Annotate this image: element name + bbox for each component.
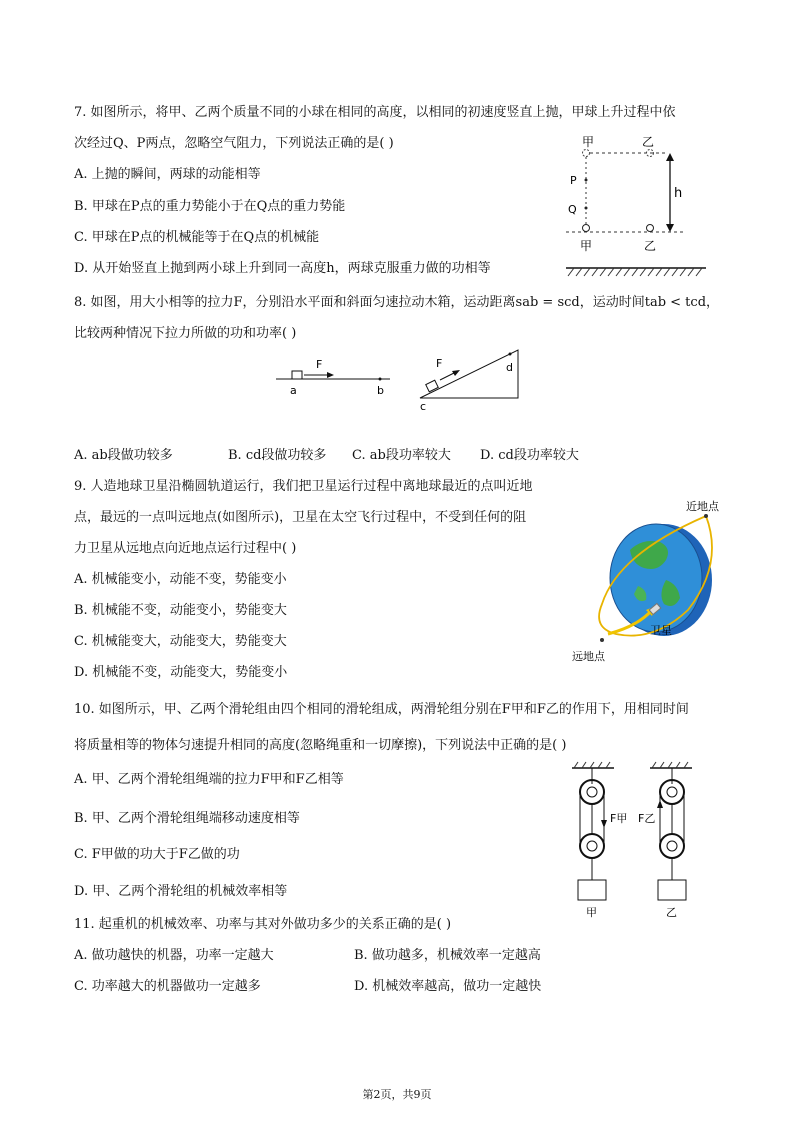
q8-option-b: B. cd段做功较多 (228, 448, 327, 463)
q9-label-satellite: 卫星 (650, 624, 672, 637)
q9-stem-line1: 9. 人造地球卫星沿椭圆轨道运行，我们把卫星运行过程中离地球最近的点叫近地 (74, 479, 533, 494)
q8-figure (270, 346, 530, 416)
q11-option-d: D. 机械效率越高，做功一定越快 (354, 979, 542, 994)
q7-option-a: A. 上抛的瞬间，两球的动能相等 (74, 167, 261, 182)
q7-ball-yi (647, 225, 654, 232)
q7-label-q: Q (568, 203, 577, 216)
q9-stem-line2: 点，最远的一点叫远地点(如图所示)，卫星在太空飞行过程中，不受到任何的阻 (74, 510, 527, 525)
q8-label-f1: F (316, 358, 323, 371)
q9-label-perigee: 近地点 (686, 500, 719, 513)
q10-figure (562, 760, 726, 922)
q11-option-c: C. 功率越大的机器做功一定越多 (74, 979, 261, 994)
q7-label-p: P (570, 174, 577, 187)
q8-label-f2: F (436, 357, 443, 370)
q11-option-a: A. 做功越快的机器，功率一定越大 (74, 948, 274, 963)
q8-box-a (292, 371, 302, 379)
q8-stem-line2: 比较两种情况下拉力所做的功和功率( ) (74, 326, 297, 341)
q9-stem-line3: 力卫星从远地点向近地点运行过程中( ) (74, 541, 297, 556)
q8-option-d: D. cd段功率较大 (480, 448, 579, 463)
q11-option-b: B. 做功越多，机械效率一定越高 (354, 948, 541, 963)
q7-label-h: h (674, 186, 683, 201)
q9-option-a: A. 机械能变小，动能不变，势能变小 (74, 572, 287, 587)
q7-label-jia-top: 甲 (582, 135, 595, 149)
q7-stem-line1: 7. 如图所示，将甲、乙两个质量不同的小球在相同的高度，以相同的初速度竖直上抛，甲球上升过程中依 (74, 105, 676, 120)
q8-incline (420, 350, 518, 398)
q8-option-c: C. ab段功率较大 (352, 448, 451, 463)
q9-label-apogee: 远地点 (572, 650, 605, 663)
q9-earth (610, 524, 702, 632)
q7-option-b: B. 甲球在P点的重力势能小于在Q点的重力势能 (74, 199, 346, 214)
q10-option-c: C. F甲做的功大于F乙做的功 (74, 847, 240, 862)
q10-label-yi: 乙 (666, 906, 677, 919)
q9-option-d: D. 机械能不变，动能变大，势能变小 (74, 665, 288, 680)
q8-label-a: a (290, 384, 297, 397)
q10-label-jia: 甲 (586, 906, 597, 919)
q11-stem: 11. 起重机的机械效率、功率与其对外做功多少的关系正确的是( ) (74, 917, 452, 932)
q10-load-jia (578, 880, 606, 900)
q8-label-c: c (420, 400, 427, 413)
q10-stem-line2: 将质量相等的物体匀速提升相同的高度(忽略绳重和一切摩擦)，下列说法中正确的是( ) (74, 738, 567, 753)
q9-option-c: C. 机械能变大，动能变大，势能变大 (74, 634, 287, 649)
q7-figure (560, 130, 710, 280)
q10-movable-pulley-jia (580, 834, 604, 858)
q7-ball-jia (583, 225, 590, 232)
q8-stem-line1: 8. 如图，用大小相等的拉力F，分别沿水平面和斜面匀速拉动木箱，运动距离sab = scd，运动时间tab < tcd， (74, 295, 720, 310)
q10-option-d: D. 甲、乙两个滑轮组的机械效率相等 (74, 884, 288, 899)
q7-label-yi-top: 乙 (642, 135, 655, 149)
q8-label-d: d (506, 361, 513, 374)
q10-option-b: B. 甲、乙两个滑轮组绳端移动速度相等 (74, 811, 300, 826)
q7-option-c: C. 甲球在P点的机械能等于在Q点的机械能 (74, 230, 320, 245)
q7-stem-line2: 次经过Q、P两点，忽略空气阻力，下列说法正确的是( ) (74, 136, 394, 151)
q7-option-d: D. 从开始竖直上抛到两小球上升到同一高度h，两球克服重力做的功相等 (74, 261, 491, 276)
q7-label-yi-bottom: 乙 (644, 239, 657, 253)
q10-label-fyi: F乙 (638, 812, 656, 825)
q10-stem-line1: 10. 如图所示，甲、乙两个滑轮组由四个相同的滑轮组成，两滑轮组分别在F甲和F乙的作用下，用相同时间 (74, 702, 689, 717)
q8-option-a: A. ab段做功较多 (74, 448, 173, 463)
q9-figure (568, 494, 736, 666)
q8-label-b: b (377, 384, 384, 397)
page-footer: 第2页，共9页 (362, 1088, 432, 1101)
q10-label-fjia: F甲 (610, 812, 628, 825)
q7-ball-jia-top (583, 150, 590, 157)
q7-label-jia-bottom: 甲 (580, 239, 593, 253)
q10-movable-pulley-yi (660, 834, 684, 858)
q10-load-yi (658, 880, 686, 900)
q10-option-a: A. 甲、乙两个滑轮组绳端的拉力F甲和F乙相等 (74, 772, 344, 787)
q9-option-b: B. 机械能不变，动能变小，势能变大 (74, 603, 287, 618)
